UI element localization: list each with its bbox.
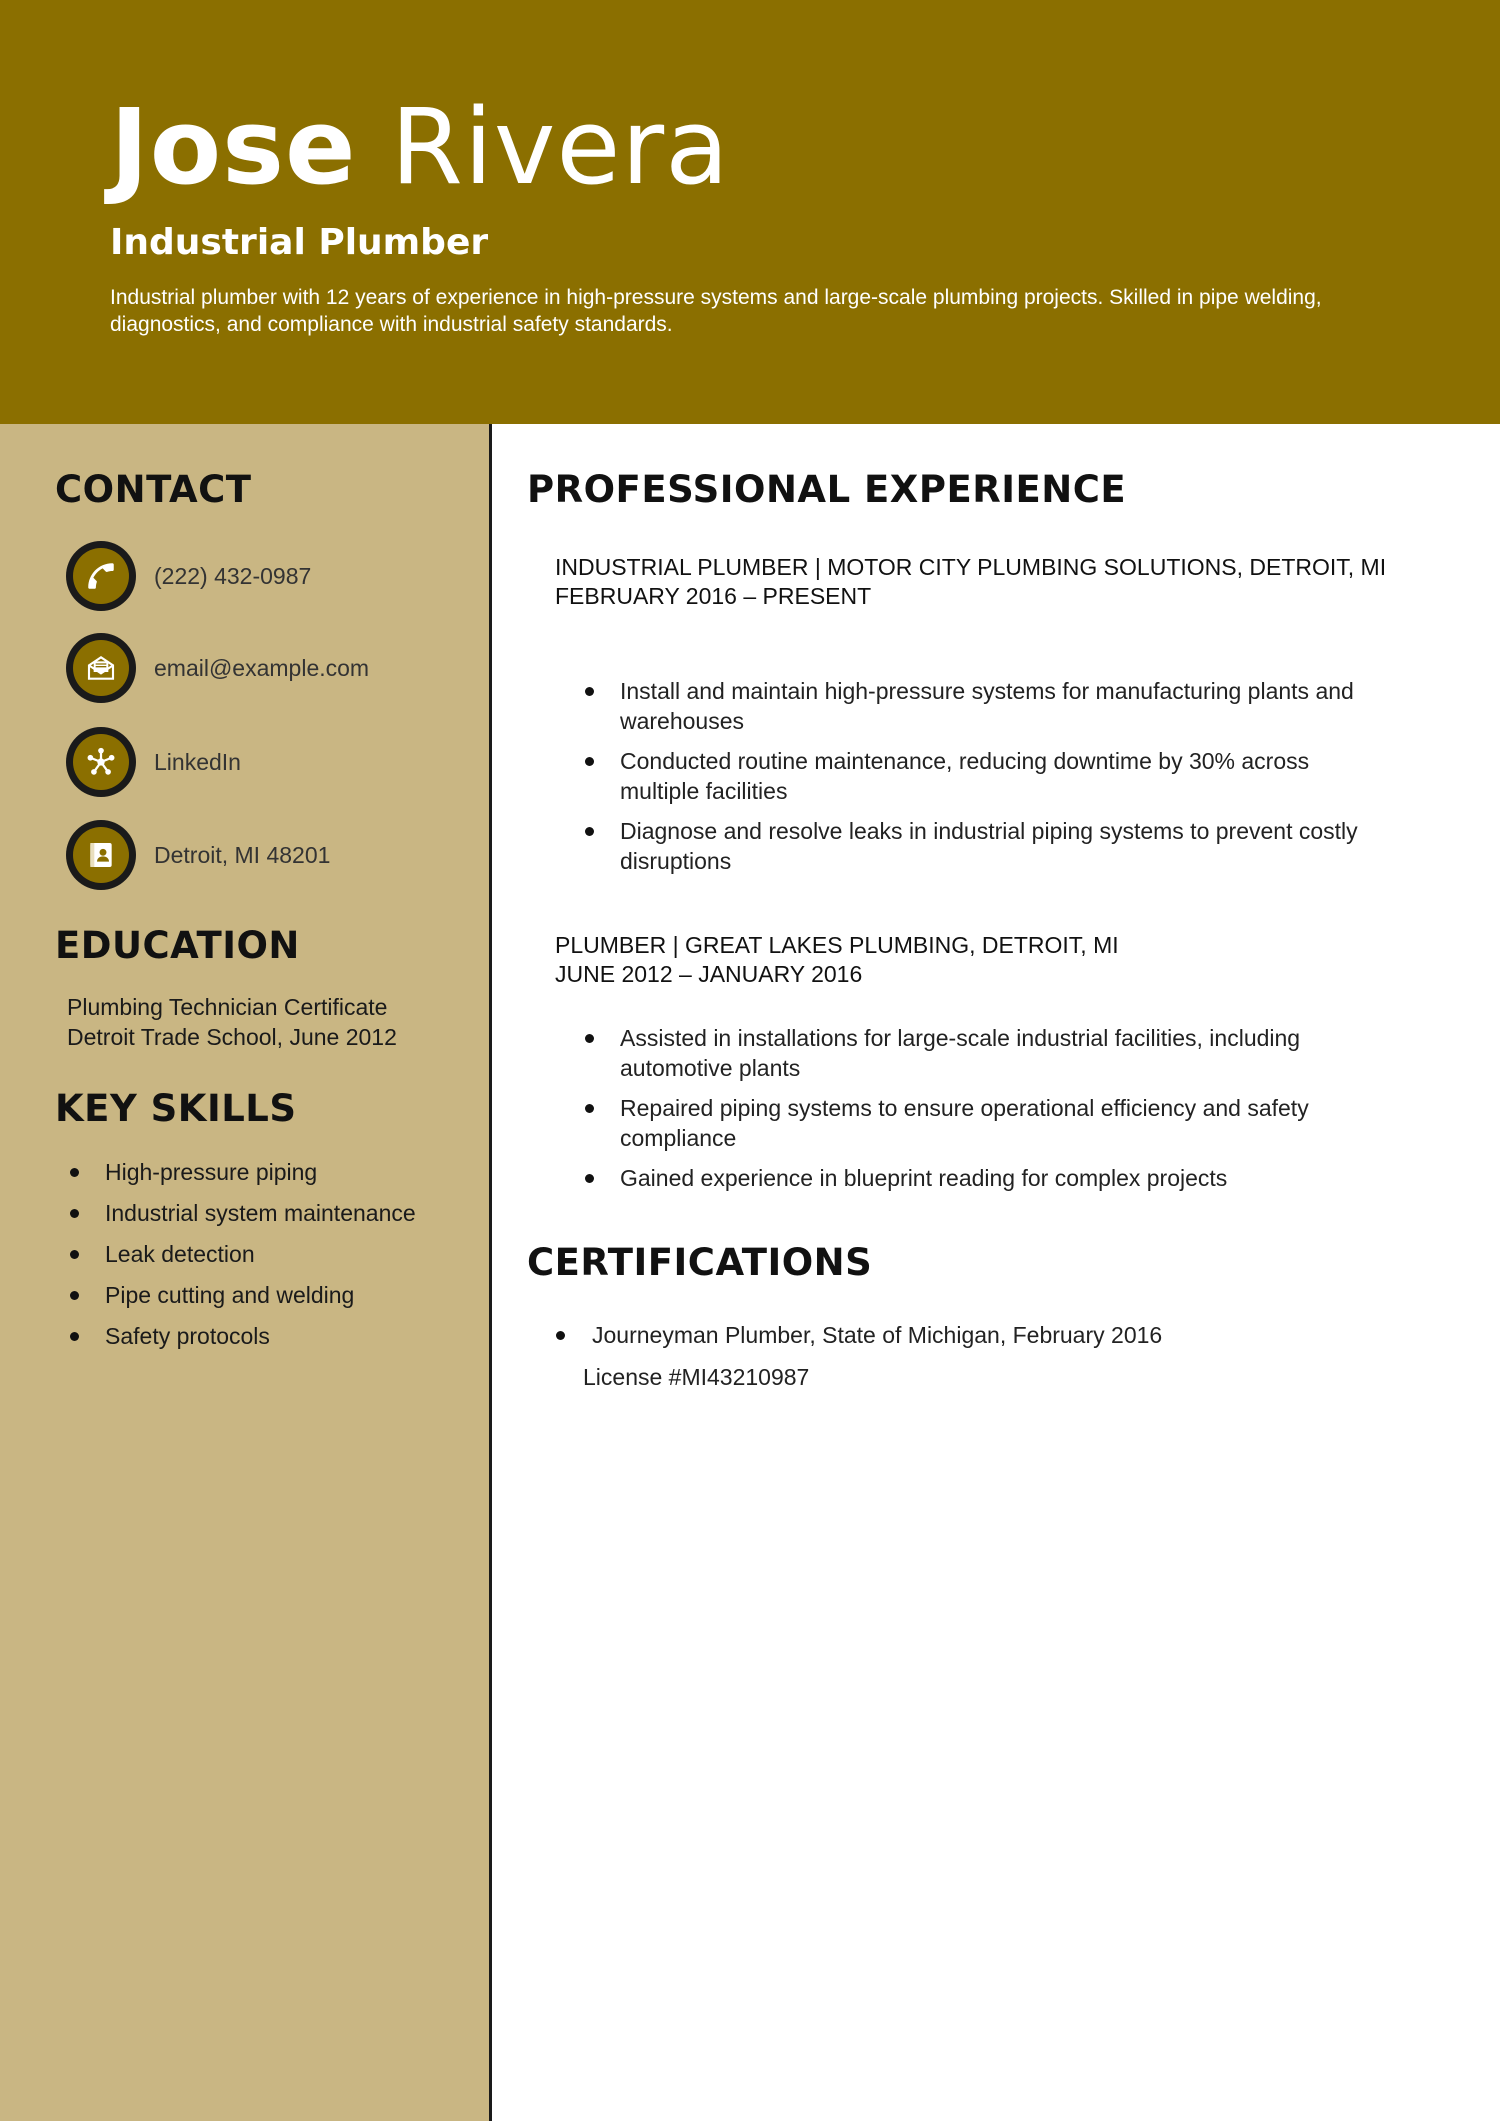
job-bullet: Diagnose and resolve leaks in industrial piping systems to prevent costly disruptions bbox=[585, 816, 1385, 876]
phone-icon bbox=[66, 541, 136, 611]
candidate-name bbox=[110, 88, 730, 206]
skill-item: High-pressure piping bbox=[67, 1152, 416, 1193]
job-title: Industrial Plumber bbox=[110, 222, 489, 263]
job-bullet: Install and maintain high-pressure systems for manufacturing plants and warehouses bbox=[585, 676, 1385, 736]
key-skills-heading: KEY SKILLS bbox=[55, 1087, 297, 1130]
certification-license: License #MI43210987 bbox=[583, 1364, 810, 1390]
job-bullet: Repaired piping systems to ensure operational efficiency and safety compliance bbox=[585, 1093, 1385, 1153]
column-divider bbox=[489, 424, 492, 2121]
job-bullets bbox=[585, 1023, 1385, 1203]
phone-number: (222) 432-0987 bbox=[154, 562, 312, 589]
job-bullet: Assisted in installations for large-scale industrial facilities, including automotive plants bbox=[585, 1023, 1385, 1083]
contact-linkedin[interactable] bbox=[66, 726, 241, 798]
email-icon bbox=[66, 633, 136, 703]
education-degree: Plumbing Technician Certificate bbox=[67, 994, 388, 1020]
education-heading: EDUCATION bbox=[55, 924, 300, 967]
contact-address[interactable] bbox=[66, 819, 330, 891]
certification-item: Journeyman Plumber, State of Michigan, February 2016 bbox=[556, 1320, 1406, 1350]
certifications-list bbox=[556, 1320, 1406, 1350]
skill-item: Industrial system maintenance bbox=[67, 1193, 416, 1234]
address-card-icon bbox=[66, 820, 136, 890]
education-school: Detroit Trade School, June 2012 bbox=[67, 1024, 397, 1050]
email-address: email@example.com bbox=[154, 654, 370, 681]
last-name: Rivera bbox=[390, 86, 730, 208]
skill-item: Pipe cutting and welding bbox=[67, 1275, 416, 1316]
job-bullet: Gained experience in blueprint reading for complex projects bbox=[585, 1163, 1385, 1193]
job-bullet: Conducted routine maintenance, reducing downtime by 30% across multiple facilities bbox=[585, 746, 1385, 806]
contact-phone[interactable] bbox=[66, 540, 311, 612]
skill-item: Leak detection bbox=[67, 1234, 416, 1275]
job-dates: FEBRUARY 2016 – PRESENT bbox=[555, 583, 872, 609]
linkedin-link: LinkedIn bbox=[154, 748, 241, 775]
profile-summary: Industrial plumber with 12 years of experience in high-pressure systems and large-scale plumbing projects. Skilled in pipe welding, diagnostics, and compliance with industrial safety standards. bbox=[110, 286, 1322, 336]
experience-heading: PROFESSIONAL EXPERIENCE bbox=[527, 468, 1127, 511]
job-dates: JUNE 2012 – JANUARY 2016 bbox=[555, 961, 863, 987]
contact-heading: CONTACT bbox=[55, 468, 252, 511]
location-address: Detroit, MI 48201 bbox=[154, 841, 331, 868]
certifications-heading: CERTIFICATIONS bbox=[527, 1241, 873, 1284]
job-header bbox=[555, 553, 1425, 611]
linkedin-network-icon bbox=[66, 727, 136, 797]
job-title-company: INDUSTRIAL PLUMBER | MOTOR CITY PLUMBING SOLUTIONS, DETROIT, MI bbox=[555, 554, 1387, 580]
job-title-company: PLUMBER | GREAT LAKES PLUMBING, DETROIT, MI bbox=[555, 932, 1119, 958]
job-header bbox=[555, 931, 1425, 989]
job-bullets bbox=[585, 676, 1385, 886]
contact-email[interactable] bbox=[66, 632, 369, 704]
resume-header bbox=[0, 0, 1500, 424]
skill-item: Safety protocols bbox=[67, 1316, 416, 1357]
first-name: Jose bbox=[110, 86, 357, 208]
skills-list bbox=[67, 1152, 416, 1357]
